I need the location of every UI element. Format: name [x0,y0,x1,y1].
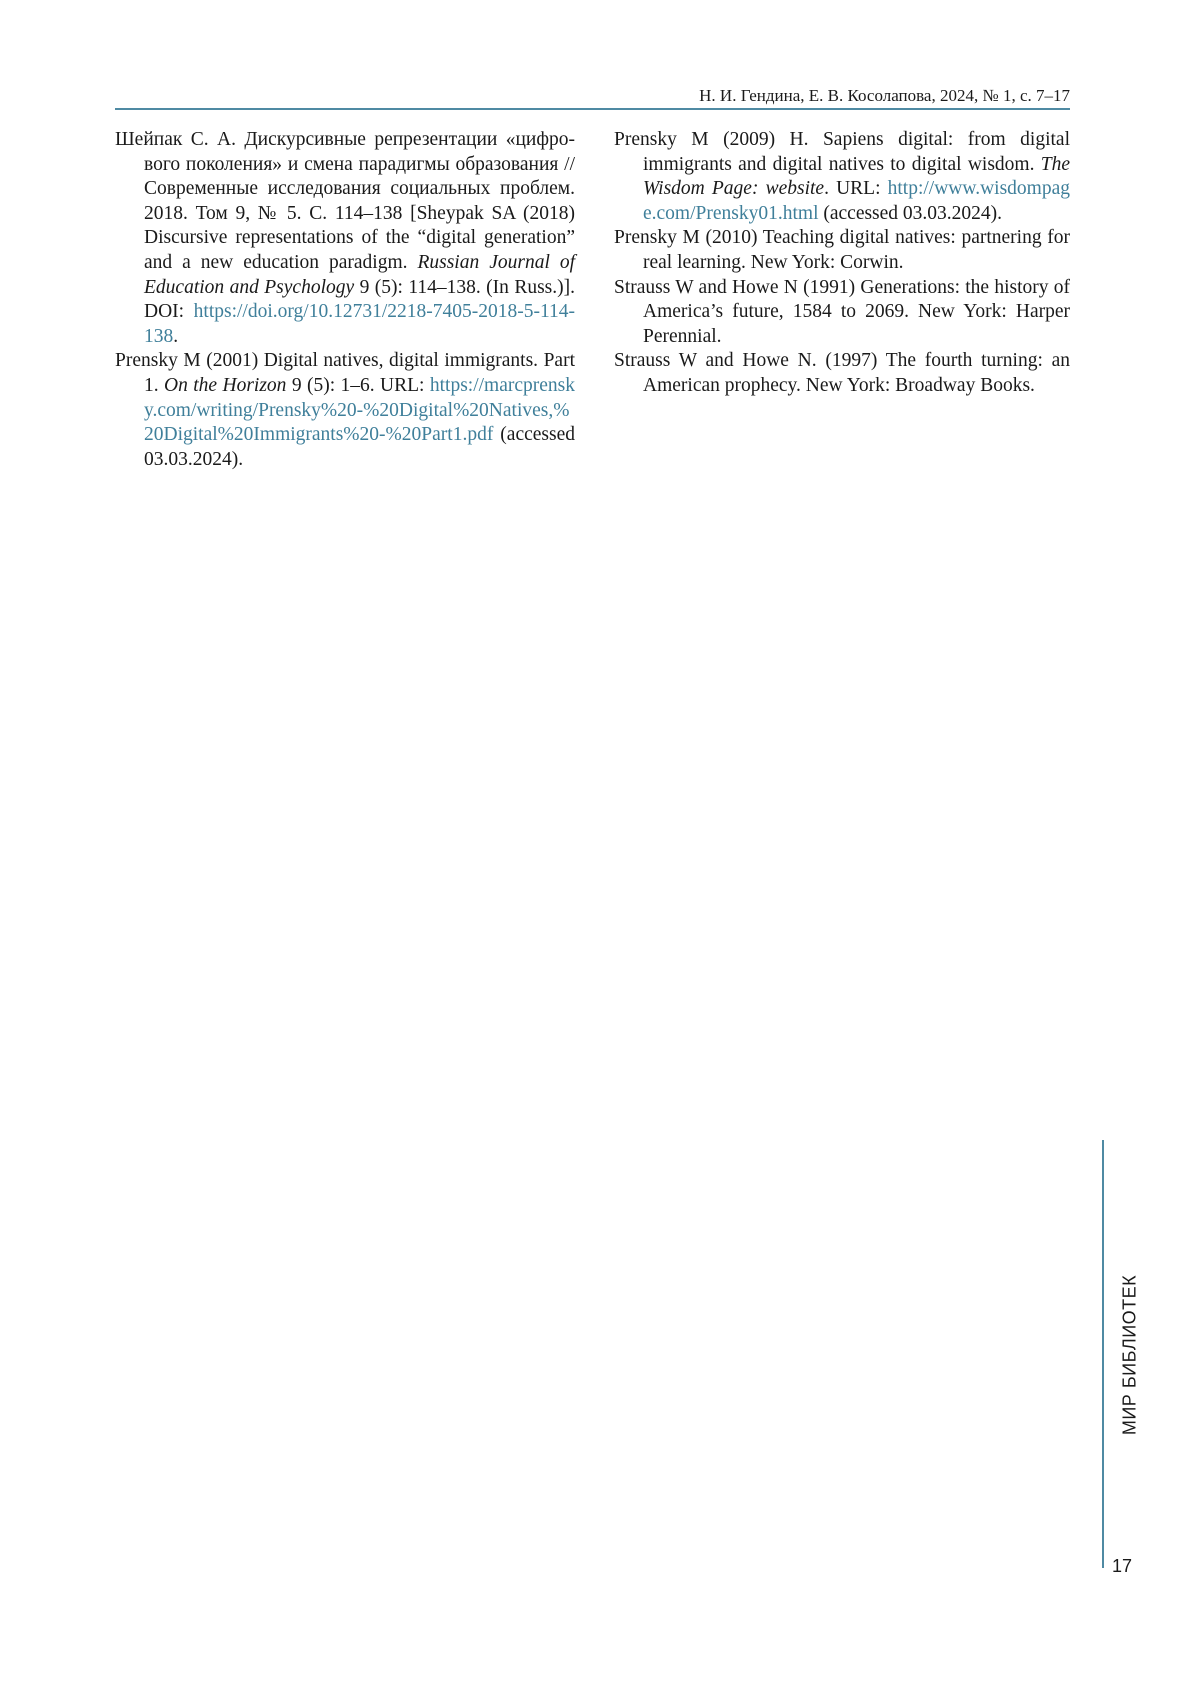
reference-journal-title: The Wisdom Page: website [643,153,1070,200]
reference-link[interactable]: http://www.wisdompage.com/Prensky01.html [643,178,1070,224]
reference-link[interactable]: https://marcprensky.com/writing/Prensky%20-%20Digital%20Natives,%20Digital%20Immigrants%20-%20Part1.pdf [144,374,576,446]
reference-journal-title: Russian Journal of Education and Psychology [144,251,575,298]
running-head: Н. И. Гендина, Е. В. Косолапова, 2024, № 1, с. 7–17 [699,86,1070,105]
references-right-column [614,128,1070,399]
side-rule [1102,1140,1104,1568]
reference-item [115,128,575,349]
reference-text: Шейпак С. А. Дискурсивные репрезентации «цифрового поколения» и смена парадигмы образования // Современные исследования социальных проблем. 2018. Том 9, № 5. С. 114–138 [Sheypak SA (2018) Discursive representations of the “digital generation” and a new education paradigm. [115,129,575,273]
reference-journal-title: On the Horizon [164,374,287,396]
reference-text: 9 (5): 114–138. (In Russ.)]. DOI: [144,276,575,323]
reference-text: Strauss W and Howe N (1991) Generations: the history of America’s future, 1584 to 2069. New York: Harper Perennial. [614,276,1070,347]
reference-text: Prensky M (2001) Digital natives, digital immigrants. Part 1. [115,350,575,396]
reference-text: Strauss W and Howe N. (1997) The fourth turning: an American prophecy. New York: Broadway Books. [614,350,1070,396]
reference-text: . URL: [824,178,888,200]
reference-text: . [173,325,179,347]
reference-text: 9 (5): 1–6. URL: [286,374,430,396]
reference-item [115,349,575,472]
references-left-column [115,128,575,472]
reference-item [614,349,1070,398]
reference-text: Prensky M (2010) Teaching digital natives: partnering for real learning. New York: Corwin. [614,227,1070,273]
journal-name: МИР БИБЛИОТЕК [1119,1274,1140,1436]
header-rule [115,108,1070,110]
reference-text: (accessed 03.03.2024). [818,202,1003,224]
page-number: 17 [1112,1556,1133,1576]
reference-item [614,276,1070,350]
reference-item [614,128,1070,226]
reference-text: (accessed 03.03.2024). [144,424,575,470]
reference-item [614,226,1070,275]
reference-text: Prensky M (2009) H. Sapiens digital: from digital immigrants and digital natives to digital wisdom. [614,129,1070,175]
reference-link[interactable]: https://doi.org/10.12731/2218-7405-2018-5-114-138 [144,301,575,347]
